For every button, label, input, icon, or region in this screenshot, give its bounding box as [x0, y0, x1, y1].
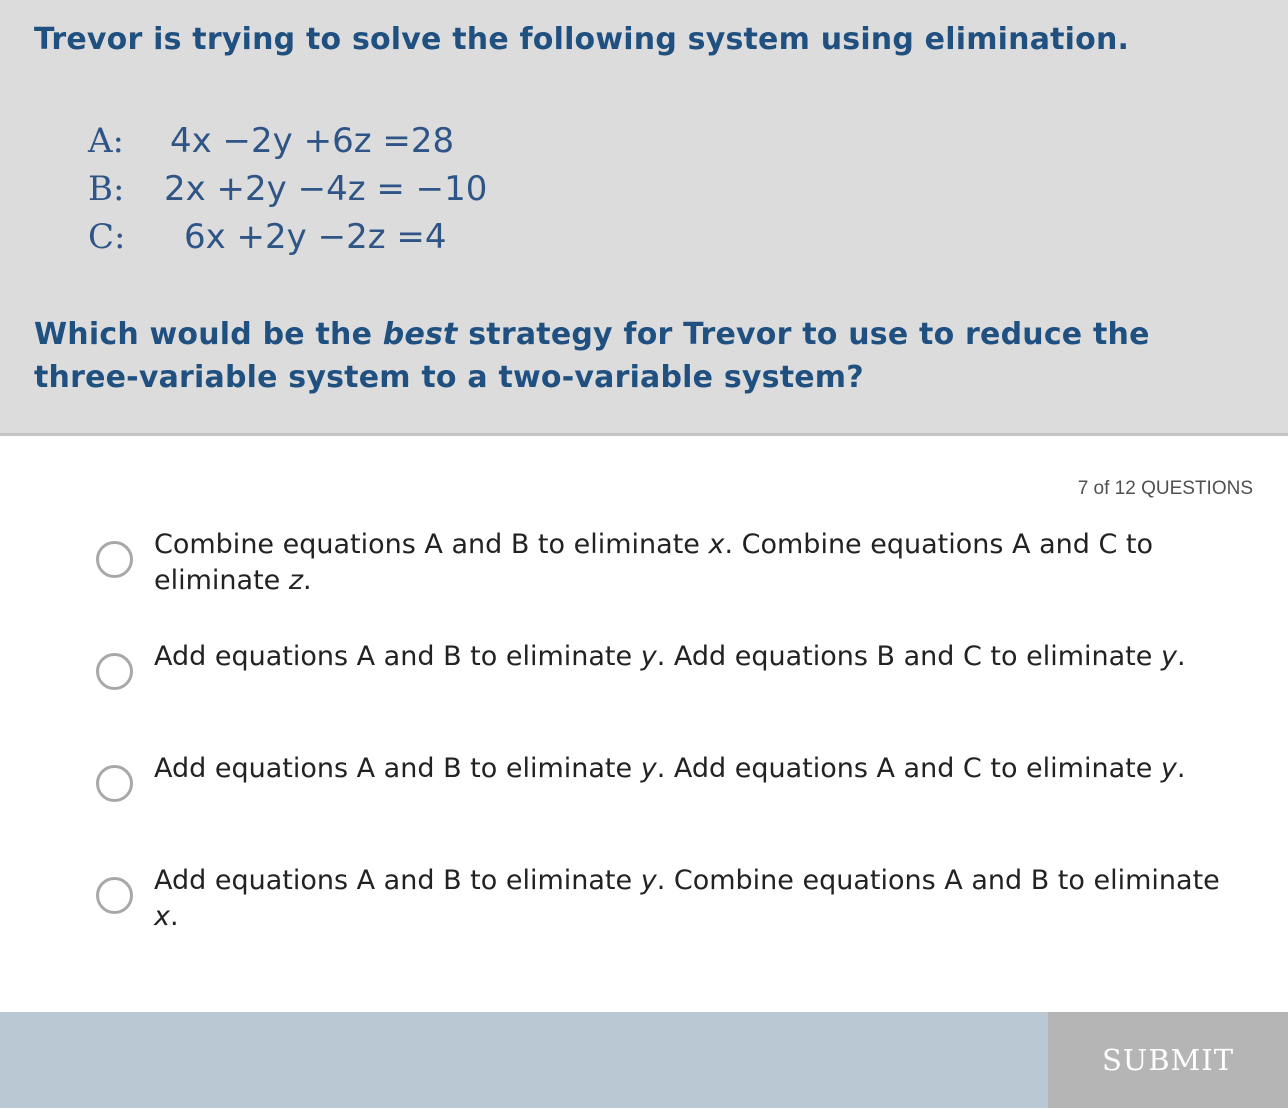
- choice-text-part: .: [169, 901, 179, 932]
- choice-text-part: Add equations A and B to eliminate: [154, 753, 641, 784]
- answer-choice-2[interactable]: [0, 639, 1288, 729]
- radio-button-icon[interactable]: [96, 877, 133, 914]
- equation-label: B:: [88, 169, 125, 209]
- choice-text-part: . Combine equations A and B to eliminate: [656, 865, 1220, 896]
- question-panel: [0, 0, 1288, 436]
- radio-button-icon[interactable]: [96, 541, 133, 578]
- answer-choice-1[interactable]: [0, 527, 1288, 617]
- submit-button[interactable]: SUBMIT: [1048, 1012, 1288, 1108]
- choice-text-part: Add equations A and B to eliminate: [154, 641, 641, 672]
- prompt-emphasis: best: [382, 317, 458, 352]
- choice-variable: y: [640, 865, 657, 896]
- answer-choice-text: [154, 639, 1244, 675]
- choice-variable: y: [1160, 753, 1177, 784]
- choice-text-part: Combine equations A and B to eliminate: [154, 529, 709, 560]
- answer-choice-text: [154, 863, 1244, 935]
- prompt-text: Which would be the: [34, 317, 383, 352]
- equation-expression: 6x +2y −2z =4: [184, 217, 447, 257]
- choice-text-part: . Combine equations A and C to eliminate: [154, 529, 1154, 596]
- prompt-text: strategy for Trevor to use to reduce the three-variable system to a two-variable system?: [34, 317, 1150, 395]
- answer-choice-text: [154, 527, 1244, 599]
- choice-text-part: . Add equations A and C to eliminate: [656, 753, 1161, 784]
- choice-variable: y: [640, 753, 657, 784]
- question-intro: Trevor is trying to solve the following system using elimination.: [34, 22, 1130, 57]
- radio-button-icon[interactable]: [96, 653, 133, 690]
- choice-variable: y: [1160, 641, 1177, 672]
- choice-text-part: .: [303, 565, 312, 596]
- equation-label: C:: [88, 217, 126, 257]
- choice-text-part: . Add equations B and C to eliminate: [656, 641, 1161, 672]
- footer-bar: [0, 1012, 1288, 1108]
- answer-choice-3[interactable]: [0, 751, 1288, 841]
- choice-text-part: Add equations A and B to eliminate: [154, 865, 641, 896]
- question-prompt: [34, 313, 1264, 399]
- choice-variable: y: [640, 641, 657, 672]
- question-progress: 7 of 12 QUESTIONS: [1077, 478, 1253, 499]
- answer-choice-4[interactable]: [0, 863, 1288, 953]
- answer-choice-text: [154, 751, 1244, 787]
- choice-variable: z: [288, 565, 304, 596]
- choice-text-part: .: [1176, 753, 1186, 784]
- choice-variable: x: [708, 529, 725, 560]
- choice-variable: x: [154, 901, 170, 932]
- equation-expression: 4x −2y +6z =28: [170, 121, 455, 161]
- choice-text-part: .: [1176, 641, 1186, 672]
- equation-label: A:: [88, 121, 125, 161]
- equation-expression: 2x +2y −4z = −10: [164, 169, 488, 209]
- radio-button-icon[interactable]: [96, 765, 133, 802]
